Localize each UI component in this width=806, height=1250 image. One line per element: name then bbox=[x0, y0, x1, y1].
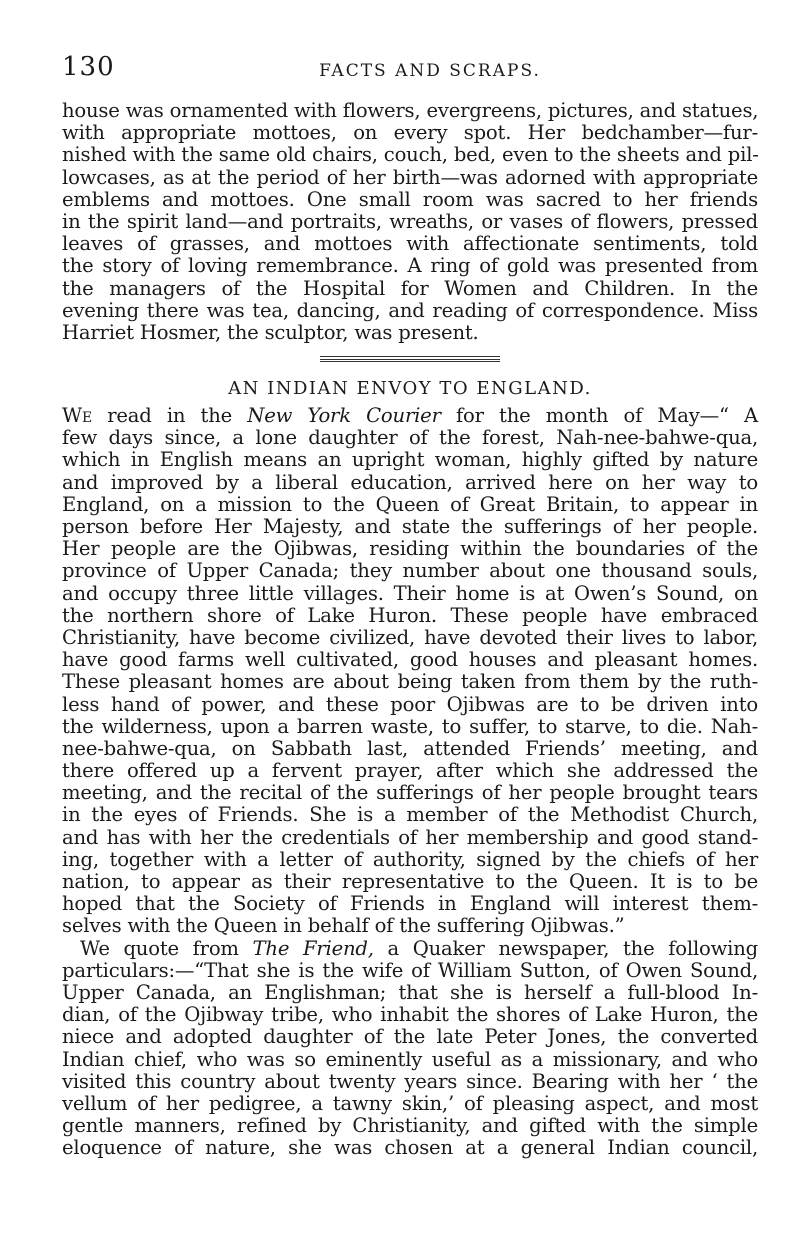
text-line: Her people are the Ojibwas, residing within the boundaries of the bbox=[62, 537, 758, 561]
text-line: in the eyes of Friends. She is a member of the Methodist Church, bbox=[62, 803, 758, 827]
text-line: Indian chief, who was so eminently useful as a missionary, and who bbox=[62, 1047, 758, 1071]
text-line: and has with her the credentials of her membership and good stand- bbox=[62, 825, 758, 849]
text-line-first bbox=[62, 938, 758, 960]
running-head: FACTS AND SCRAPS. bbox=[319, 61, 541, 81]
text-line: province of Upper Canada; they number about one thousand souls, bbox=[62, 559, 758, 583]
text-line: leaves of grasses, and mottoes with affectionate sentiments, told bbox=[62, 232, 758, 256]
text-span: a Quaker newspaper, the following bbox=[373, 936, 759, 960]
section-title: AN INDIAN ENVOY TO ENGLAND. bbox=[228, 378, 592, 400]
text-line: Harriet Hosmer, the sculptor, was present. bbox=[62, 320, 479, 344]
text-line: which in English means an upright woman, highly gifted by nature bbox=[62, 448, 758, 472]
paragraph-envoy bbox=[62, 405, 758, 938]
text-line: Christianity, have become civilized, have devoted their lives to labor, bbox=[62, 625, 758, 649]
text-line: the story of loving remembrance. A ring of gold was presented from bbox=[62, 254, 758, 278]
text-line: dian, of the Ojibway tribe, who inhabit the shores of Lake Huron, the bbox=[62, 1003, 758, 1027]
section-divider bbox=[320, 356, 500, 360]
text-line: selves with the Queen in behalf of the suffering Ojibwas.” bbox=[62, 914, 625, 938]
page bbox=[62, 52, 758, 1159]
text-line: have good farms well cultivated, good houses and pleasant homes. bbox=[62, 648, 758, 672]
newspaper-title: The Friend, bbox=[252, 936, 374, 960]
text-line: evening there was tea, dancing, and reading of correspondence. Miss bbox=[62, 298, 758, 322]
text-line: These pleasant homes are about being taken from them by the ruth- bbox=[62, 670, 758, 694]
newspaper-title: New York Courier bbox=[247, 404, 441, 428]
page-header bbox=[62, 52, 758, 88]
text-line: hoped that the Society of Friends in England will interest them- bbox=[62, 892, 758, 916]
text-line: emblems and mottoes. One small room was sacred to her friends bbox=[62, 187, 758, 211]
text-line: house was ornamented with flowers, evergreens, pictures, and statues, bbox=[62, 99, 759, 122]
text-line: particulars:—“That she is the wife of William Sutton, of Owen Sound, bbox=[62, 958, 758, 982]
text-line: gentle manners, refined by Christianity, and gifted with the simple bbox=[62, 1114, 758, 1138]
paragraph-friend bbox=[62, 938, 758, 1160]
section-divider-rule bbox=[320, 361, 500, 362]
text-line: visited this country about twenty years since. Bearing with her ‘ the bbox=[62, 1069, 758, 1093]
text-span: We quote from bbox=[80, 936, 253, 960]
drop-word: We bbox=[62, 404, 92, 428]
text-line: lowcases, as at the period of her birth—was adorned with appropriate bbox=[62, 165, 758, 189]
text-span: for the month of May—“ A bbox=[440, 404, 758, 428]
text-line: the wilderness, upon a barren waste, to suffer, to starve, to die. Nah- bbox=[62, 714, 758, 738]
text-line: vellum of her pedigree, a tawny skin,’ of pleasing aspect, and most bbox=[62, 1091, 758, 1115]
text-line: meeting, and the recital of the sufferings of her people brought tears bbox=[62, 781, 758, 805]
text-span: read in the bbox=[91, 404, 248, 428]
text-line: England, on a mission to the Queen of Great Britain, to appear in bbox=[62, 492, 758, 516]
text-line: ing, together with a letter of authority, signed by the chiefs of her bbox=[62, 847, 758, 871]
text-line: the managers of the Hospital for Women and Children. In the bbox=[62, 276, 758, 300]
text-line: nished with the same old chairs, couch, bed, even to the sheets and pil- bbox=[62, 143, 759, 167]
text-line: person before Her Majesty, and state the sufferings of her people. bbox=[62, 515, 758, 538]
page-number: 130 bbox=[62, 52, 115, 82]
text-line: with appropriate mottoes, on every spot. Her bedchamber—fur- bbox=[62, 121, 758, 145]
text-line: less hand of power, and these poor Ojibwas are to be driven into bbox=[62, 692, 758, 716]
text-line: nation, to appear as their representative to the Queen. It is to be bbox=[62, 870, 758, 893]
paragraph-continued bbox=[62, 100, 758, 344]
text-line: eloquence of nature, she was chosen at a general Indian council, bbox=[62, 1136, 758, 1160]
text-line: and occupy three little villages. Their home is at Owen’s Sound, on bbox=[62, 581, 758, 605]
text-line-first bbox=[62, 405, 758, 427]
text-line: Upper Canada, an Englishman; that she is herself a full-blood In- bbox=[62, 980, 758, 1004]
text-line: niece and adopted daughter of the late Peter Jones, the converted bbox=[62, 1025, 758, 1049]
text-line: few days since, a lone daughter of the forest, Nah-nee-bahwe-qua, bbox=[62, 426, 758, 450]
text-line: there offered up a fervent prayer, after which she addressed the bbox=[62, 759, 758, 783]
text-line: and improved by a liberal education, arrived here on her way to bbox=[62, 470, 758, 494]
text-line: the northern shore of Lake Huron. These people have embraced bbox=[62, 603, 758, 627]
text-line: nee-bahwe-qua, on Sabbath last, attended Friends’ meeting, and bbox=[62, 736, 758, 760]
text-line: in the spirit land—and portraits, wreaths, or vases of flowers, pressed bbox=[62, 209, 758, 233]
